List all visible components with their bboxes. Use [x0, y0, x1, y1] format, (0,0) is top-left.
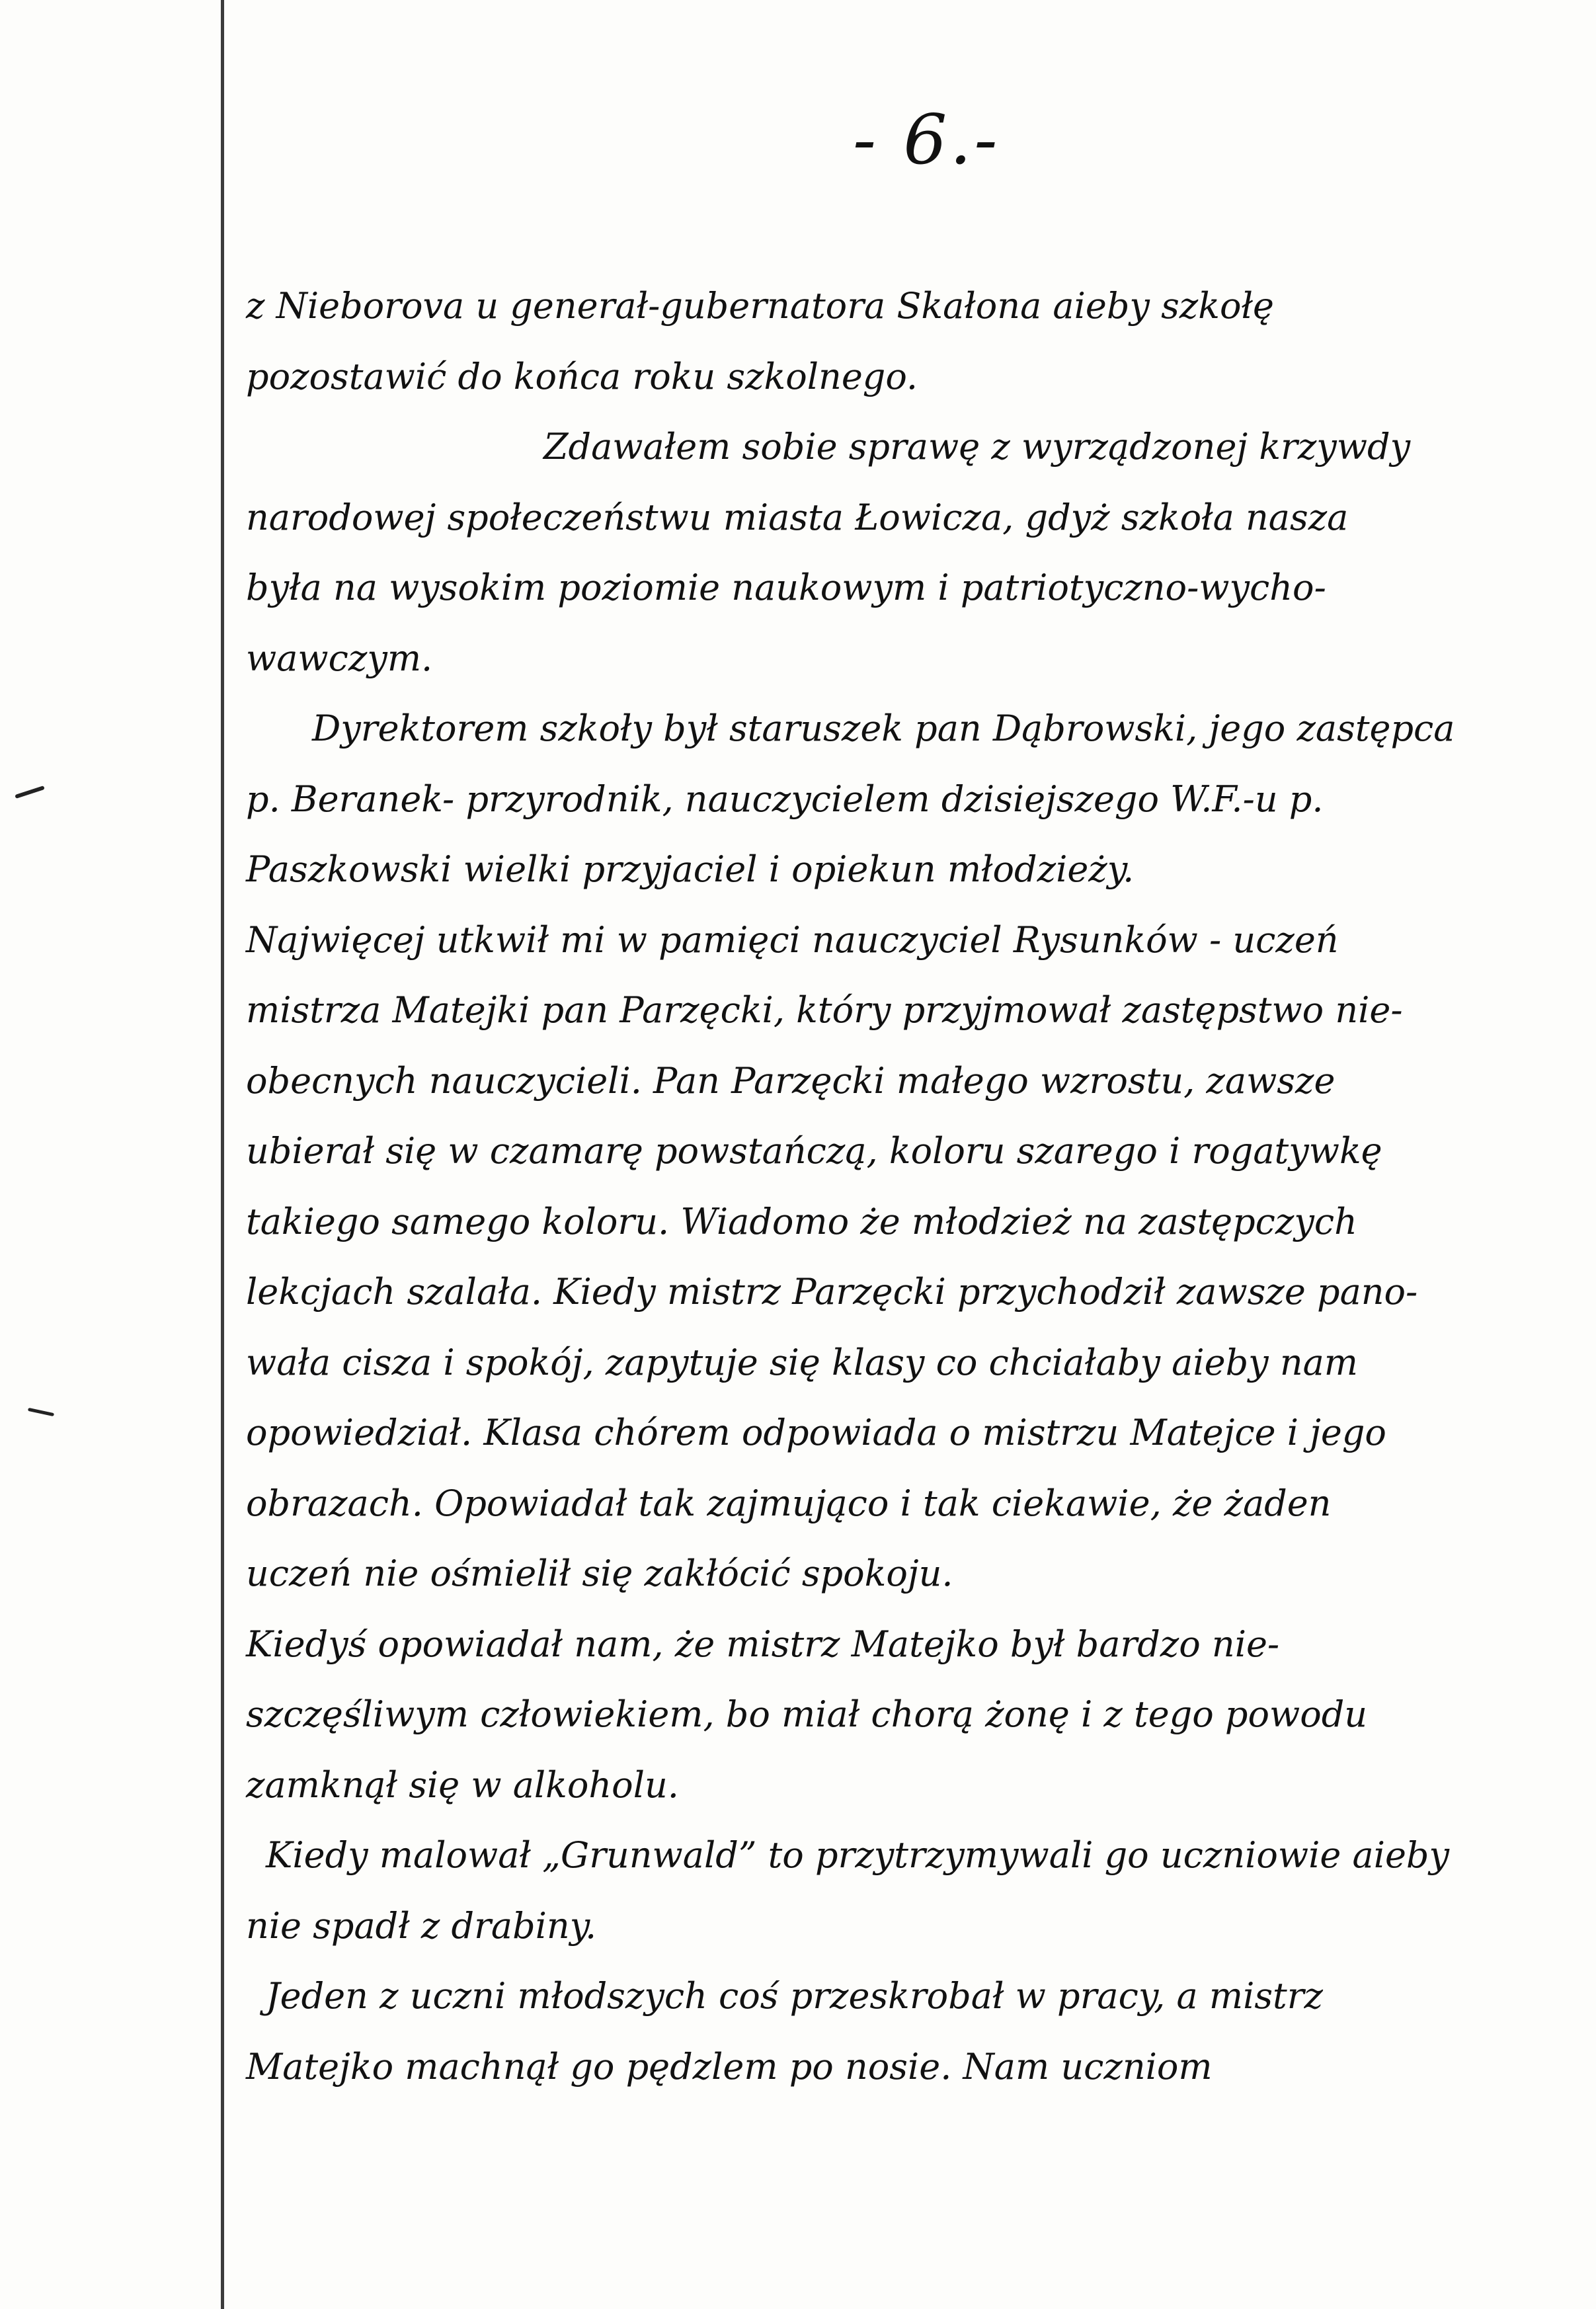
text-line: zamknął się w alkoholu.	[246, 1763, 679, 1806]
text-line: była na wysokim poziomie naukowym i patriotyczno-wycho-	[246, 567, 1326, 608]
text-line: uczeń nie ośmielił się zakłócić spokoju.	[246, 1553, 953, 1594]
scan-mark	[15, 786, 45, 799]
text-line: pozostawić do końca roku szkolnego.	[246, 355, 918, 397]
margin-line	[221, 0, 224, 2309]
text-line: z Nieborova u generał-gubernatora Skałona aieby szkołę	[246, 285, 1274, 327]
text-line: szczęśliwym człowiekiem, bo miał chorą żonę i z tego powodu	[246, 1693, 1368, 1735]
text-line: Kiedyś opowiadał nam, że mistrz Matejko był bardzo nie-	[246, 1623, 1280, 1665]
text-line: obecnych nauczycieli. Pan Parzęcki małego wzrostu, zawsze	[246, 1059, 1336, 1102]
text-line: wawczym.	[246, 637, 433, 679]
text-line: Jeden z uczni młodszych coś przeskrobał w pracy, a mistrz	[266, 1975, 1324, 2017]
text-line: Matejko machnął go pędzlem po nosie. Nam uczniom	[246, 2045, 1213, 2087]
text-line: obrazach. Opowiadał tak zajmująco i tak ciekawie, że żaden	[246, 1482, 1332, 1524]
text-line: opowiedział. Klasa chórem odpowiada o mistrzu Matejce i jego	[246, 1412, 1386, 1453]
text-line: Dyrektorem szkoły był staruszek pan Dąbrowski, jego zastępca	[312, 708, 1455, 749]
page-number: - 6.-	[853, 99, 1000, 180]
text-line: takiego samego koloru. Wiadomo że młodzież na zastępczych	[246, 1200, 1357, 1242]
text-line: Paszkowski wielki przyjaciel i opiekun młodzieży.	[246, 848, 1135, 890]
text-line: Najwięcej utkwił mi w pamięci nauczyciel Rysunków - uczeń	[246, 918, 1339, 961]
text-line: lekcjach szalała. Kiedy mistrz Parzęcki przychodził zawsze pano-	[246, 1271, 1418, 1313]
text-line: p. Beranek- przyrodnik, nauczycielem dzisiejszego W.F.-u p.	[246, 778, 1324, 820]
text-line: narodowej społeczeństwu miasta Łowicza, gdyż szkoła nasza	[246, 496, 1349, 538]
text-line: Zdawałem sobie sprawę z wyrządzonej krzywdy	[543, 426, 1411, 467]
text-line: nie spadł z drabiny.	[246, 1904, 597, 1947]
text-line: Kiedy malował „Grunwald” to przytrzymywali go uczniowie aieby	[266, 1834, 1449, 1876]
handwritten-text-block	[246, 271, 1568, 2102]
text-line: ubierał się w czamarę powstańczą, koloru szarego i rogatywkę	[246, 1130, 1382, 1172]
scan-mark	[28, 1408, 54, 1416]
text-line: wała cisza i spokój, zapytuje się klasy co chciałaby aieby nam	[246, 1341, 1359, 1383]
text-line: mistrza Matejki pan Parzęcki, który przyjmował zastępstwo nie-	[246, 989, 1403, 1031]
